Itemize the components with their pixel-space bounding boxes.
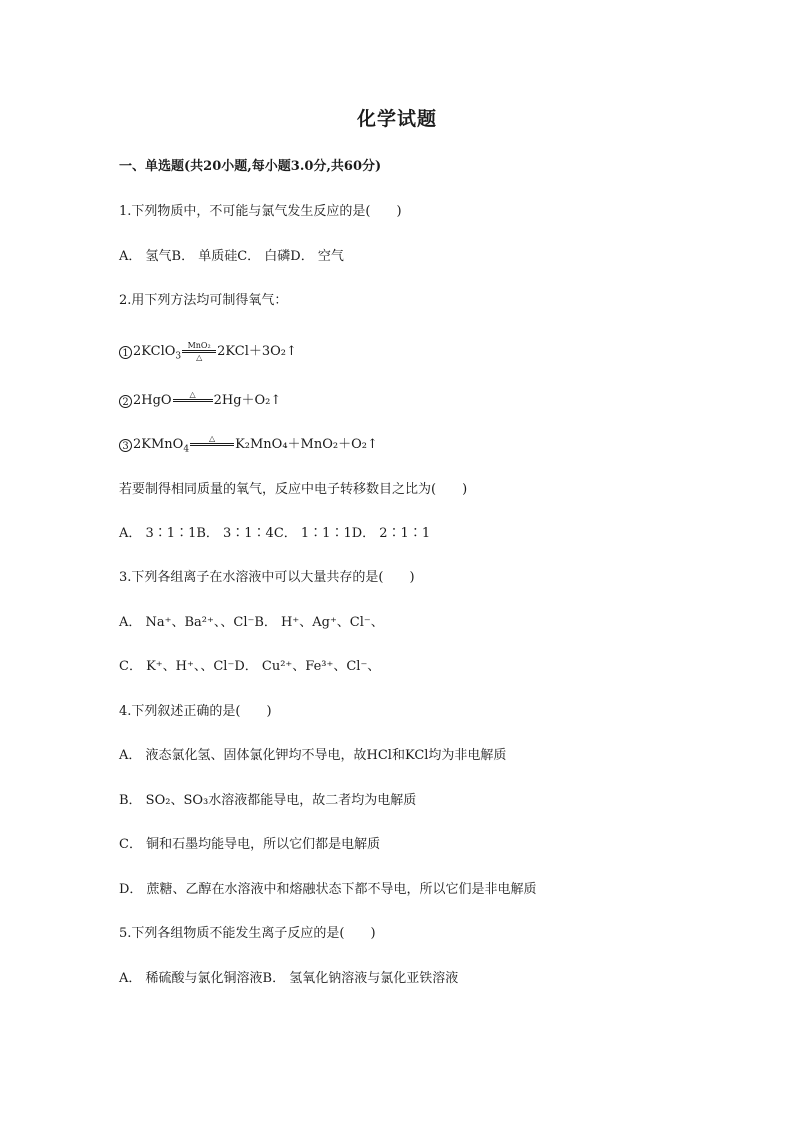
catalyst-label: MnO₂ [187,341,211,350]
question-2-options: A． 3∶1∶1B． 3∶1∶4C． 1∶1∶1D． 2∶1∶1 [119,526,431,541]
circled-number-2: 2 [119,395,132,408]
question-3-stem: 3.下列各组离子在水溶液中可以大量共存的是( ) [119,570,415,585]
equation-3-lhs-subscript: 4 [183,444,190,455]
question-4-option-a: A． 液态氯化氢、固体氯化钾均不导电，故HCl和KCl均为非电解质 [119,748,507,763]
reaction-condition [173,390,213,411]
circled-number-1: 1 [119,346,132,359]
reaction-condition [182,341,216,362]
question-5-stem: 5.下列各组物质不能发生离子反应的是( ) [119,926,376,941]
question-4-option-d: D． 蔗糖、乙醇在水溶液中和熔融状态下都不导电，所以它们是非电解质 [119,882,537,897]
question-2-follow: 若要制得相同质量的氧气，反应中电子转移数目之比为( ) [119,482,468,497]
equation-3 [119,434,378,459]
equation-2 [119,390,281,411]
equation-1-lhs-subscript: 3 [175,351,182,362]
question-3-options-cd: C． K⁺、H⁺、、Cl⁻D． Cu²⁺、Fe³⁺、Cl⁻、 [119,659,381,674]
circled-number-3: 3 [119,439,132,452]
question-4-stem: 4.下列叙述正确的是( ) [119,704,272,719]
heat-symbol: △ [196,353,203,362]
reaction-condition [190,434,234,455]
question-5-options: A． 稀硫酸与氯化铜溶液B． 氢氧化钠溶液与氯化亚铁溶液 [119,971,459,986]
heat-symbol: △ [208,434,216,443]
question-3-options-ab: A． Na⁺、Ba²⁺、、Cl⁻B． H⁺、Ag⁺、Cl⁻、 [119,615,384,630]
equation-2-lhs: 2HgO [133,393,172,408]
equation-1-rhs: 2KCl＋3O₂↑ [217,344,297,359]
equation-3-lhs: 2KMnO [133,437,184,452]
question-4-option-b: B． SO₂、SO₃水溶液都能导电，故二者均为电解质 [119,793,417,808]
heat-symbol: △ [189,390,196,399]
question-2-stem: 2.用下列方法均可制得氧气： [119,293,288,308]
page-title: 化学试题 [356,108,437,130]
question-1-options: A． 氢气B． 单质硅C． 白磷D． 空气 [119,249,344,264]
question-4-option-c: C． 铜和石墨均能导电，所以它们都是电解质 [119,837,381,852]
equation-1 [119,341,297,366]
equation-3-rhs: K₂MnO₄＋MnO₂＋O₂↑ [235,437,378,452]
equation-2-rhs: 2Hg＋O₂↑ [213,393,282,408]
section-heading: 一、单选题(共20小题,每小题3.0分,共60分) [119,159,382,174]
equation-1-lhs: 2KClO [133,344,176,359]
question-1-stem: 1.下列物质中，不可能与氯气发生反应的是( ) [119,204,402,219]
